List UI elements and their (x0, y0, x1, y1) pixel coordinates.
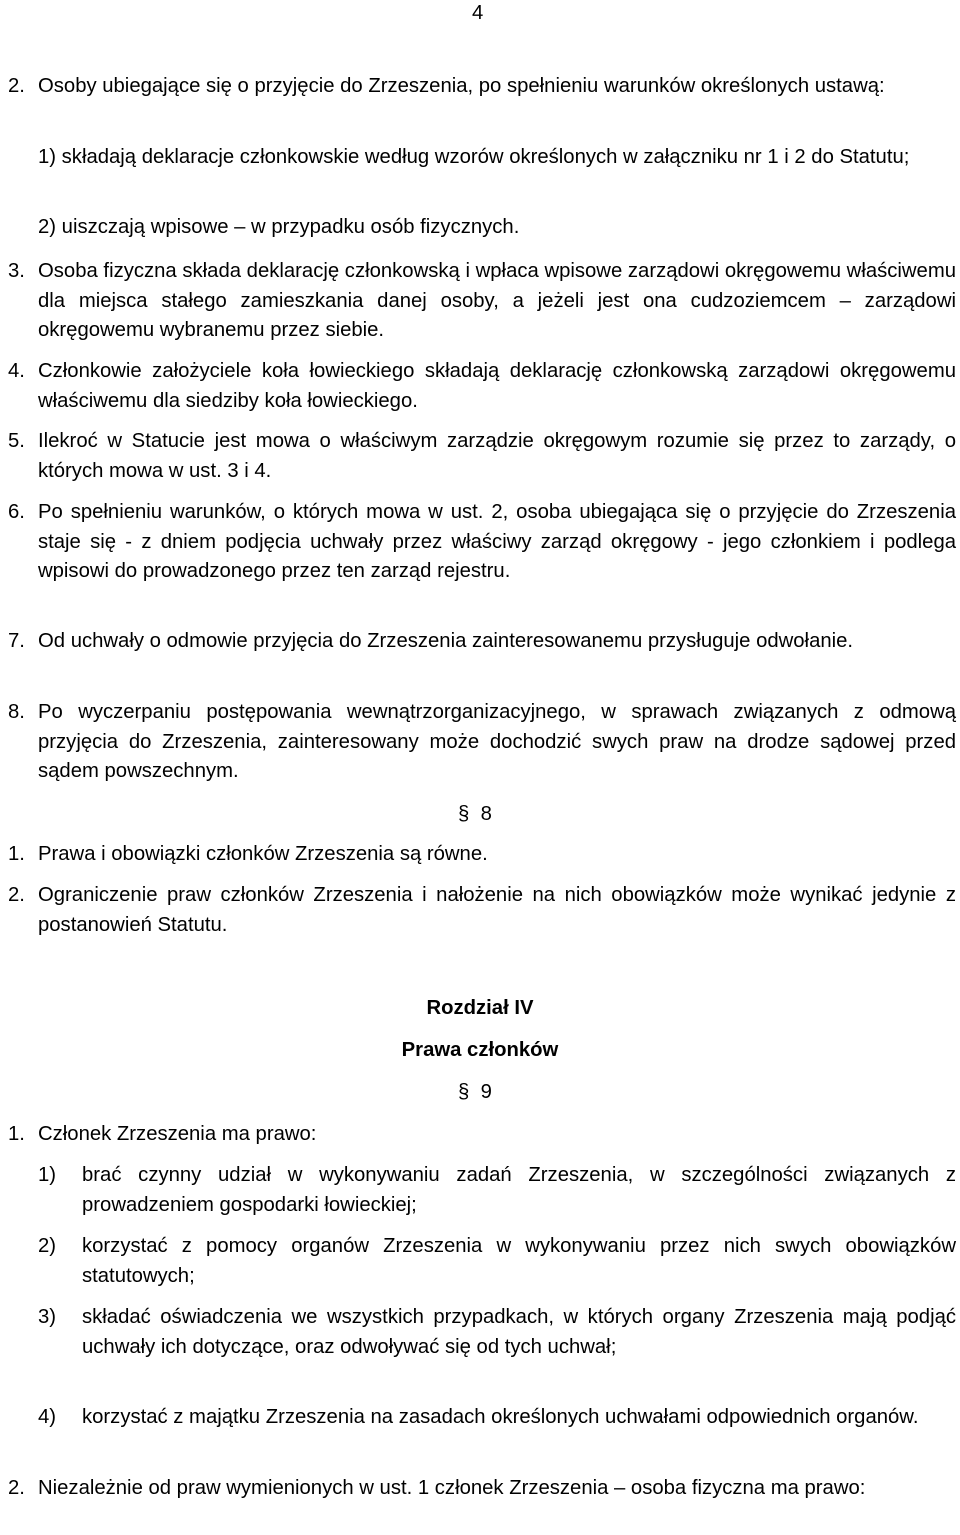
paragraph-number: 1. (8, 1123, 25, 1145)
list-item (38, 213, 956, 243)
paragraph-text: Ograniczenie praw członków Zrzeszenia i nałożenie na nich obowiązków może wynikać jedynie z postanowień Statutu. (38, 884, 956, 936)
section-sign: § (458, 803, 470, 825)
section-9-item-2 (8, 1474, 956, 1504)
paragraph-number: 2. (8, 75, 25, 97)
list-item (38, 143, 956, 173)
paragraph-text: Osoba fizyczna składa deklarację członkowską i wpłaca wpisowe zarządowi okręgowemu właściwemu dla miejsca stałego zamieszkania danej osoby, a jeżeli jest ona cudzoziemcem – zarządowi okręgowemu wybranemu przez siebie. (38, 260, 956, 341)
list-item (38, 1161, 956, 1220)
list-item-text: 1) składają deklaracje członkowskie według wzorów określonych w załączniku nr 1 i 2 do Statutu; (38, 146, 910, 168)
paragraph-5 (8, 427, 956, 486)
paragraph-7 (8, 627, 956, 657)
list-item-text: korzystać z pomocy organów Zrzeszenia w wykonywaniu przez nich swych obowiązków statutowych; (82, 1235, 956, 1287)
paragraph-8 (8, 698, 956, 787)
list-item-number: 2) (38, 1235, 57, 1257)
paragraph-number: 5. (8, 430, 25, 452)
section-heading-9 (458, 1078, 492, 1108)
paragraph-number: 6. (8, 501, 25, 523)
list-item (38, 1303, 956, 1362)
list-item-text: brać czynny udział w wykonywaniu zadań Zrzeszenia, w szczególności związanych z prowadzeniem gospodarki łowieckiej; (82, 1164, 956, 1216)
paragraph-number: 1. (8, 843, 25, 865)
list-item-text: 2) uiszczają wpisowe – w przypadku osób fizycznych. (38, 216, 520, 238)
paragraph-text: Prawa i obowiązki członków Zrzeszenia są równe. (38, 843, 488, 865)
paragraph-text: Po spełnieniu warunków, o których mowa w ust. 2, osoba ubiegająca się o przyjęcie do Zrzeszenia staje się - z dniem podjęcia uchwały przez właściwy zarząd okręgowy - jego członkiem i podlega wpisowi do prowadzonego przez ten zarząd rejestru. (38, 501, 956, 582)
paragraph-text: Po wyczerpaniu postępowania wewnątrzorganizacyjnego, w sprawach związanych z odmową przyjęcia do Zrzeszenia, zainteresowany może dochodzić swych praw na drodze sądowej przed sądem powszechnym. (38, 701, 956, 782)
section-heading-8 (458, 800, 492, 830)
paragraph-6 (8, 498, 956, 587)
paragraph-text: Członek Zrzeszenia ma prawo: (38, 1123, 317, 1145)
paragraph-number: 3. (8, 260, 25, 282)
section-8-item (8, 881, 956, 940)
paragraph-number: 7. (8, 630, 25, 652)
paragraph-text: Niezależnie od praw wymienionych w ust. 1 członek Zrzeszenia – osoba fizyczna ma prawo: (38, 1477, 866, 1499)
list-item-number: 3) (38, 1306, 57, 1328)
list-item-text: korzystać z majątku Zrzeszenia na zasadach określonych uchwałami odpowiednich organów. (82, 1406, 919, 1428)
chapter-title: Rozdział IV (426, 997, 534, 1019)
paragraph-number: 2. (8, 884, 25, 906)
paragraph-text: Osoby ubiegające się o przyjęcie do Zrzeszenia, po spełnieniu warunków określonych ustawą: (38, 75, 885, 97)
list-item-text: składać oświadczenia we wszystkich przypadkach, w których organy Zrzeszenia mają podjąć uchwały ich dotyczące, oraz odwoływać się od tych uchwał; (82, 1306, 956, 1358)
section-8-item (8, 840, 956, 870)
page-number: 4 (472, 2, 484, 24)
section-number: 8 (480, 803, 492, 825)
paragraph-text: Ilekroć w Statucie jest mowa o właściwym zarządzie okręgowym rozumie się przez to zarządy, o których mowa w ust. 3 i 4. (38, 430, 956, 482)
paragraph-2 (8, 72, 956, 102)
list-item (38, 1403, 956, 1433)
section-sign: § (458, 1081, 470, 1103)
chapter-subtitle: Prawa członków (401, 1039, 559, 1061)
paragraph-4 (8, 357, 956, 416)
paragraph-number: 8. (8, 701, 25, 723)
section-number: 9 (480, 1081, 492, 1103)
list-item-number: 1) (38, 1164, 57, 1186)
section-9-item-1 (8, 1120, 956, 1150)
paragraph-text: Od uchwały o odmowie przyjęcia do Zrzeszenia zainteresowanemu przysługuje odwołanie. (38, 630, 854, 652)
paragraph-number: 4. (8, 360, 25, 382)
list-item-number: 4) (38, 1406, 57, 1428)
paragraph-text: Członkowie założyciele koła łowieckiego składają deklarację członkowską zarządowi okręgowemu właściwemu dla siedziby koła łowieckiego. (38, 360, 956, 412)
paragraph-number: 2. (8, 1477, 25, 1499)
list-item (38, 1232, 956, 1291)
paragraph-3 (8, 257, 956, 346)
